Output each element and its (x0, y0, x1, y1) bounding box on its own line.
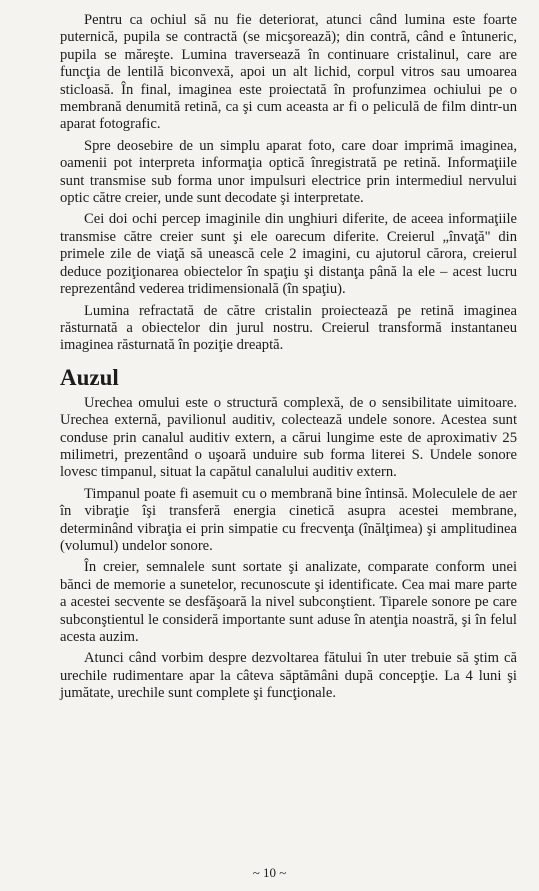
paragraph-eardrum: Timpanul poate fi asemuit cu o membrană bine întinsă. Moleculele de aer în vibraţie îşi transferă energia cinetică asupra acestei membrane, determinând vibraţia ei prin simpatie cu frecvenţa (înălţimea) şi amplitudinea (volumul) undelor sonore. (60, 485, 517, 554)
paragraph-pupil: Pentru ca ochiul să nu fie deteriorat, atunci când lumina este foarte puternică, pupila se contractă (se micşorează); din contră, când e întuneric, pupila se măreşte. Lumina traversează în continuare cristalinul, care are funcţia de lentilă biconvexă, apoi un alt lichid, corpul vitros sau umoarea sticloasă. În final, imaginea este proiectată în profunzimea ochiului pe o membrană denumită retină, ca şi cum aceasta ar fi o peliculă de film dintr-un aparat fotografic. (60, 12, 517, 133)
section-heading-hearing: Auzul (60, 364, 119, 390)
paragraph-retina: Spre deosebire de un simplu aparat foto, care doar imprimă imaginea, oamenii pot interpreta informaţia optică înregistrată pe retină. Informaţiile sunt transmise sub forma unor impulsuri electrice prin intermediul nervului optic către creier, unde sunt decodate şi interpretate. (60, 137, 517, 207)
paragraph-brain-processing: În creier, semnalele sunt sortate şi analizate, comparate conform unei bănci de memorie a sunetelor, recunoscute şi identificate. Cea mai mare parte a acestei secvente se desfăşoară la nivel subconştient. Tiparele sonore pe care subconştientul le consideră importante sunt aduse în atenţia noastră, şi în felul acesta auzim. (60, 559, 517, 645)
page-number: ~ 10 ~ (252, 865, 287, 880)
paragraph-ear-structure: Urechea omului este o structură complexă, de o sensibilitate uimitoare. Urechea externă, pavilionul auditiv, colectează undele sonore. Acestea sunt conduse prin canalul auditiv extern, a cărui lungime este de aproximativ 25 milimetri, prezentând o uşoară unduire sub forma literei S. Undele sonore lovesc timpanul, situat la capătul canalului auditiv extern. (60, 394, 517, 481)
paragraph-fetal-development: Atunci când vorbim despre dezvoltarea fătului în uter trebuie să ştim că urechile rudimentare apar la câteva săptămâni după concepţie. La 4 luni şi jumătate, urechile sunt complete şi funcţionale. (60, 650, 517, 702)
paragraph-inverted-image: Lumina refractată de către cristalin proiectează pe retină imaginea răsturnată a obiectelor din jurul nostru. Creierul transformă instantaneu imaginea răsturnată în poziţie dreaptă. (60, 302, 517, 354)
paragraph-binocular: Cei doi ochi percep imaginile din unghiuri diferite, de aceea informaţiile transmise către creier sunt şi ele oarecum diferite. Creierul „învaţă" din primele zile de viaţă să unească cele 2 imagini, cu ajutorul cărora, creierul deduce poziţionarea obiectelor în spaţiu şi distanţa până la ele – acest lucru reprezentând vederea tridimensională (în spaţiu). (60, 211, 517, 298)
